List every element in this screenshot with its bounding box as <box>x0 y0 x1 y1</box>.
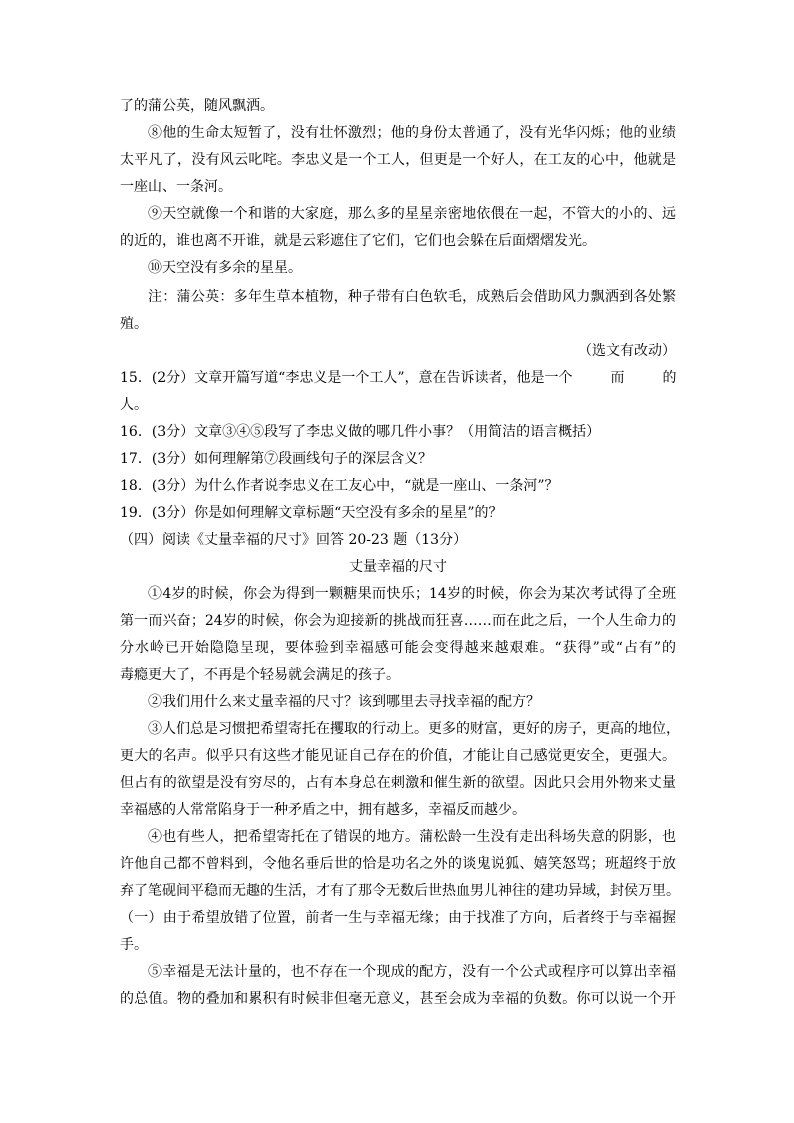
section-header: （四）阅读《丈量幸福的尺寸》回答 20-23 题（13分） <box>120 532 468 548</box>
paragraph-9-line: 的近的，谁也离不开谁，就是云彩遮住了它们，它们也会躲在后面熠熠发光。 <box>120 233 596 249</box>
question-15-continuation: 人。 <box>120 397 148 413</box>
article-paragraph-3-line: 更大的名声。似乎只有这些才能见证自己存在的价值，才能让自己感觉更安全，更强大。 <box>120 748 676 764</box>
question-15-text: 15．(2分）文章开篇写道“李忠义是一个工人”，意在告诉读者，他是一个 <box>120 370 573 386</box>
passage-text-line: 了的蒲公英，随风飘洒。 <box>120 98 274 114</box>
question-15 <box>120 368 676 390</box>
question-17: 17．(3分）如何理解第⑦段画线句子的深层含义？ <box>120 451 433 467</box>
paragraph-9-line: ⑨天空就像一个和谐的大家庭，那么多的星星亲密地依偎在一起，不管大的小的、远 <box>148 206 676 222</box>
paragraph-8-line: ⑧他的生命太短暂了，没有壮怀激烈；他的身份太普通了，没有光华闪烁；他的业绩 <box>148 125 676 141</box>
question-19: 19．(3分）你是如何理解文章标题“天空没有多余的星星”的？ <box>120 505 503 521</box>
question-18: 18．(3分）为什么作者说李忠义在工友心中，“就是一座山、一条河”？ <box>120 478 559 494</box>
article-paragraph-3-line: ③人们总是习惯把希望寄托在攫取的行动上。更多的财富，更好的房子，更高的地位， <box>148 721 680 737</box>
paragraph-8-line: 一座山、一条河。 <box>120 179 232 195</box>
article-paragraph-3-line: 幸福感的人常常陷身于一种矛盾之中，拥有越多，幸福反而越少。 <box>120 802 526 818</box>
article-paragraph-1-line: 分水岭已开始隐隐呈现，要体验到幸福感可能会变得越来越艰难。“获得”或“占有”的 <box>120 640 676 656</box>
article-paragraph-4-line: （一）由于希望放错了位置，前者一生与幸福无缘；由于找准了方向，后者终于与幸福握 <box>120 910 676 926</box>
article-paragraph-5-line: ⑤幸福是无法计量的，也不存在一个现成的配方，没有一个公式或程序可以算出幸福 <box>148 964 676 980</box>
question-15-connector: 而 <box>610 370 625 386</box>
article-paragraph-2-line: ②我们用什么来丈量幸福的尺寸？该到哪里去寻找幸福的配方？ <box>148 694 540 710</box>
paragraph-8-line: 太平凡了，没有风云叱咤。李忠义是一个工人，但更是一个好人，在工友的心中，他就是 <box>120 152 676 168</box>
annotation-note-line: 注：蒲公英：多年生草本植物，种子带有白色软毛，成熟后会借助风力飘洒到各处繁 <box>148 289 676 305</box>
annotation-note-line: 殖。 <box>120 316 148 332</box>
article-paragraph-4-line: ④也有些人，把希望寄托在了错误的地方。蒲松龄一生没有走出科场失意的阴影，也 <box>148 829 676 845</box>
paragraph-10-line: ⑩天空没有多余的星星。 <box>148 260 302 276</box>
article-paragraph-4-line: 手。 <box>120 937 148 953</box>
question-15-end: 的 <box>662 370 677 386</box>
question-16: 16．(3分）文章③④⑤段写了李忠义做的哪几件小事？（用简洁的语言概括） <box>120 424 601 440</box>
article-paragraph-5-line: 的总值。物的叠加和累积有时候非但毫无意义，甚至会成为幸福的负数。你可以说一个开 <box>120 991 676 1007</box>
article-paragraph-3-line: 但占有的欲望是没有穷尽的，占有本身总在刺激和催生新的欲望。因此只会用外物来丈量 <box>120 775 676 791</box>
source-note: （选文有改动） <box>578 343 676 359</box>
article-paragraph-1-line: 毒瘾更大了，不再是个轻易就会满足的孩子。 <box>120 667 400 683</box>
article-title: 丈量幸福的尺寸 <box>349 559 447 575</box>
article-paragraph-1-line: ①4岁的时候，你会为得到一颗糖果而快乐；14岁的时候，你会为某次考试得了全班 <box>148 586 676 602</box>
article-paragraph-1-line: 第一而兴奋；24岁的时候，你会为迎接新的挑战而狂喜……而在此之后，一个人生命力的 <box>120 613 676 629</box>
article-paragraph-4-line: 弃了笔砚间平稳而无趣的生活，才有了那令无数后世热血男儿神往的建功异域，封侯万里。 <box>120 883 680 899</box>
article-paragraph-4-line: 许他自己都不曾料到，令他名垂后世的恰是功名之外的谈鬼说狐、嬉笑怒骂；班超终于放 <box>120 856 676 872</box>
